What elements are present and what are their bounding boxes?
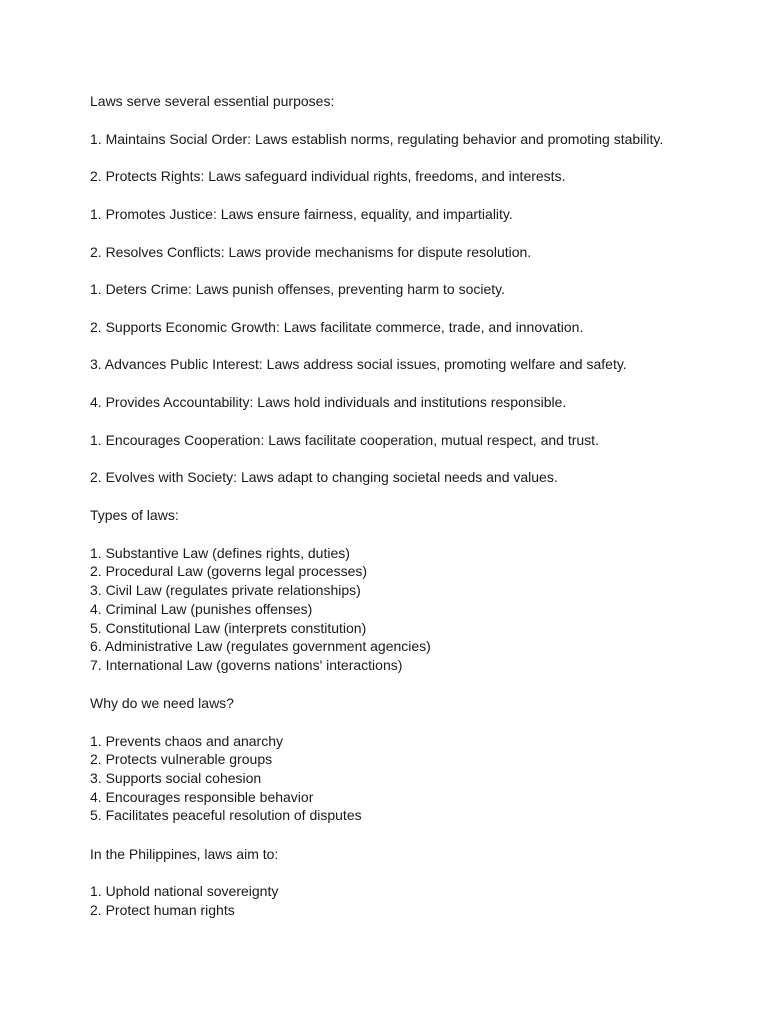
philippines-heading: In the Philippines, laws aim to:	[90, 846, 279, 862]
purpose-item: 2. Supports Economic Growth: Laws facilitate commerce, trade, and innovation.	[90, 319, 584, 335]
purpose-item: 1. Encourages Cooperation: Laws facilitate cooperation, mutual respect, and trust.	[90, 432, 599, 448]
purpose-item: 3. Advances Public Interest: Laws address social issues, promoting welfare and safety.	[90, 356, 627, 372]
type-item: 6. Administrative Law (regulates government agencies)	[90, 638, 431, 654]
type-item: 4. Criminal Law (punishes offenses)	[90, 601, 313, 617]
why-item: 4. Encourages responsible behavior	[90, 789, 314, 805]
why-item: 5. Facilitates peaceful resolution of disputes	[90, 807, 362, 823]
type-item: 3. Civil Law (regulates private relationships)	[90, 582, 361, 598]
purpose-item: 2. Protects Rights: Laws safeguard individual rights, freedoms, and interests.	[90, 168, 566, 184]
philippines-item: 2. Protect human rights	[90, 902, 235, 918]
why-item: 2. Protects vulnerable groups	[90, 751, 273, 767]
why-item: 3. Supports social cohesion	[90, 770, 262, 786]
type-item: 7. International Law (governs nations' interactions)	[90, 657, 403, 673]
purpose-item: 1. Maintains Social Order: Laws establish norms, regulating behavior and promoting stability.	[90, 131, 664, 147]
purpose-item: 2. Resolves Conflicts: Laws provide mechanisms for dispute resolution.	[90, 244, 532, 260]
why-heading: Why do we need laws?	[90, 695, 234, 711]
type-item: 2. Procedural Law (governs legal processes)	[90, 563, 368, 579]
types-heading: Types of laws:	[90, 507, 179, 523]
purpose-item: 1. Promotes Justice: Laws ensure fairness, equality, and impartiality.	[90, 206, 513, 222]
philippines-item: 1. Uphold national sovereignty	[90, 883, 279, 899]
purpose-item: 1. Deters Crime: Laws punish offenses, preventing harm to society.	[90, 281, 506, 297]
type-item: 5. Constitutional Law (interprets constitution)	[90, 620, 367, 636]
purpose-item: 2. Evolves with Society: Laws adapt to changing societal needs and values.	[90, 469, 558, 485]
type-item: 1. Substantive Law (defines rights, duties)	[90, 545, 350, 561]
intro-text: Laws serve several essential purposes:	[90, 93, 335, 109]
why-item: 1. Prevents chaos and anarchy	[90, 733, 284, 749]
purpose-item: 4. Provides Accountability: Laws hold individuals and institutions responsible.	[90, 394, 567, 410]
